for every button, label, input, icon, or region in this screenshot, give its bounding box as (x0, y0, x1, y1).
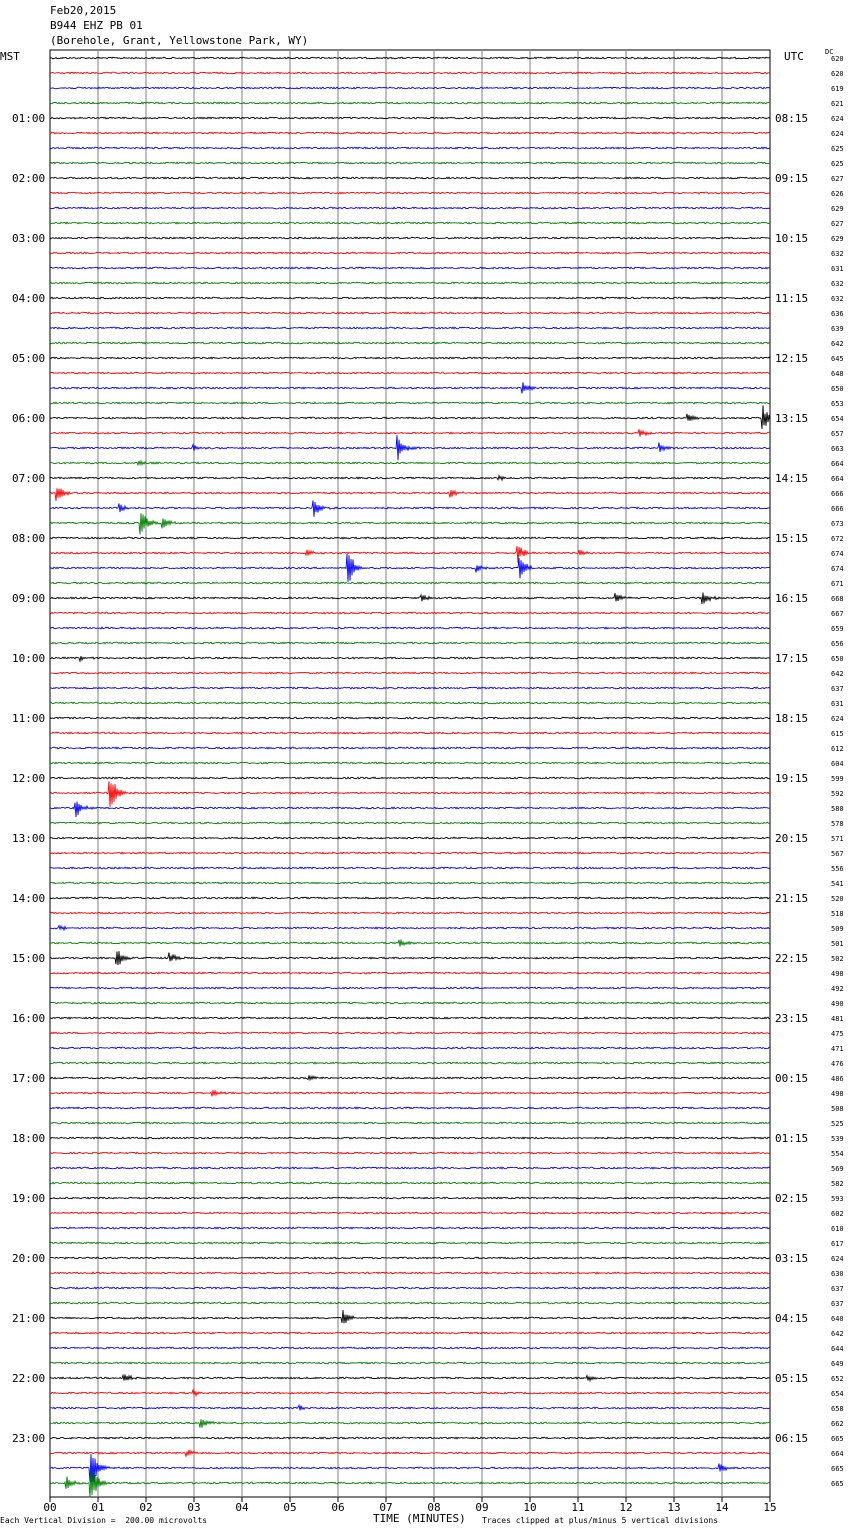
seismic-trace (50, 1152, 770, 1154)
mst-hour-label: 11:00 (12, 712, 46, 725)
dc-offset-label: 637 (831, 685, 844, 693)
dc-offset-label: 640 (831, 1315, 844, 1323)
seismic-trace (50, 987, 770, 989)
utc-hour-label: 13:15 (775, 412, 809, 425)
seismic-trace (50, 642, 770, 644)
mst-hour-label: 01:00 (12, 112, 46, 125)
mst-hour-label: 08:00 (12, 532, 46, 545)
seismic-trace (50, 1405, 770, 1410)
dc-offset-label: 498 (831, 970, 844, 978)
seismic-trace (50, 1075, 770, 1079)
dc-offset-label: 578 (831, 820, 844, 828)
seismic-trace (50, 951, 770, 965)
dc-offset-label: 653 (831, 400, 844, 408)
seismic-trace (50, 192, 770, 194)
dc-offset-label: 602 (831, 1210, 844, 1218)
utc-hour-label: 03:15 (775, 1252, 809, 1265)
dc-offset-label: 663 (831, 445, 844, 453)
dc-offset-label: 637 (831, 1285, 844, 1293)
utc-hour-label: 17:15 (775, 652, 809, 665)
dc-offset-label: 520 (831, 895, 844, 903)
dc-offset-label: 610 (831, 1225, 844, 1233)
utc-hour-label: 23:15 (775, 1012, 809, 1025)
seismic-trace (50, 297, 770, 299)
utc-hour-label: 11:15 (775, 292, 809, 305)
dc-offset-label: 631 (831, 265, 844, 273)
utc-hour-label: 05:15 (775, 1372, 809, 1385)
seismic-trace (50, 777, 770, 779)
seismic-trace (50, 207, 770, 209)
seismic-trace (50, 147, 770, 149)
seismic-trace (50, 762, 770, 764)
dc-offset-label: 667 (831, 610, 844, 618)
dc-offset-label: 582 (831, 1180, 844, 1188)
dc-offset-label: 672 (831, 535, 844, 543)
dc-offset-label: 674 (831, 565, 844, 573)
dc-offset-label: 556 (831, 865, 844, 873)
dc-offset-label: 580 (831, 805, 844, 813)
dc-offset-label: 625 (831, 160, 844, 168)
dc-offset-label: 593 (831, 1195, 844, 1203)
dc-offset-label: 644 (831, 1345, 844, 1353)
dc-offset-label: 650 (831, 655, 844, 663)
mst-hour-label: 21:00 (12, 1312, 46, 1325)
x-tick-label: 00 (43, 1501, 57, 1514)
utc-hour-label: 22:15 (775, 952, 809, 965)
seismic-trace (50, 852, 770, 854)
seismic-trace (50, 513, 770, 534)
seismic-trace (50, 1137, 770, 1139)
seismic-trace (50, 822, 770, 824)
seismic-trace (50, 672, 770, 674)
x-tick-label: 10 (523, 1501, 537, 1514)
dc-offset-label: 658 (831, 1405, 844, 1413)
dc-offset-label: 654 (831, 415, 844, 423)
dc-offset-label: 648 (831, 370, 844, 378)
mst-hour-label: 06:00 (12, 412, 46, 425)
seismic-trace (50, 837, 770, 839)
utc-hour-label: 01:15 (775, 1132, 809, 1145)
dc-offset-label: 671 (831, 580, 844, 588)
dc-offset-label: 599 (831, 775, 844, 783)
seismic-trace (50, 687, 770, 689)
utc-hour-label: 10:15 (775, 232, 809, 245)
dc-offset-label: 475 (831, 1030, 844, 1038)
seismic-trace (50, 1062, 770, 1064)
seismic-trace (50, 162, 770, 164)
dc-offset-label: 632 (831, 295, 844, 303)
seismic-trace (50, 1437, 770, 1439)
mst-hour-label: 14:00 (12, 892, 46, 905)
seismic-trace (50, 1375, 770, 1381)
seismic-trace (50, 612, 770, 614)
dc-offset-label: 659 (831, 625, 844, 633)
x-tick-label: 15 (763, 1501, 777, 1514)
plot-frame (50, 50, 770, 1497)
dc-offset-label: 637 (831, 1300, 844, 1308)
utc-hour-label: 15:15 (775, 532, 809, 545)
dc-offset-label: 627 (831, 220, 844, 228)
dc-offset-label: 639 (831, 325, 844, 333)
seismic-trace (50, 488, 770, 501)
x-tick-label: 13 (667, 1501, 681, 1514)
vertical-division-note: Each Vertical Division = 200.00 microvolts (0, 1516, 208, 1525)
dc-offset-label: 636 (831, 310, 844, 318)
seismic-trace (50, 867, 770, 869)
dc-offset-label: 498 (831, 1090, 844, 1098)
mst-hour-label: 16:00 (12, 1012, 46, 1025)
dc-offset-label: 632 (831, 280, 844, 288)
mst-hour-label: 10:00 (12, 652, 46, 665)
seismic-trace (50, 1272, 770, 1274)
utc-hour-label: 02:15 (775, 1192, 809, 1205)
seismic-trace (50, 435, 770, 460)
seismic-trace (50, 1454, 770, 1482)
dc-offset-label: 525 (831, 1120, 844, 1128)
dc-offset-label: 541 (831, 880, 844, 888)
dc-offset-label: 642 (831, 1330, 844, 1338)
seismic-trace (50, 1287, 770, 1289)
seismic-trace (50, 1310, 770, 1323)
dc-offset-label: 539 (831, 1135, 844, 1143)
seismic-trace (50, 252, 770, 254)
location-label: (Borehole, Grant, Yellowstone Park, WY) (50, 34, 309, 47)
seismic-trace (50, 1122, 770, 1124)
dc-offset-label: 615 (831, 730, 844, 738)
seismic-trace (50, 537, 770, 539)
seismic-trace (50, 57, 770, 59)
mst-hour-label: 04:00 (12, 292, 46, 305)
x-tick-label: 08 (427, 1501, 441, 1514)
seismic-trace (50, 546, 770, 563)
seismic-trace (50, 282, 770, 284)
seismic-trace (50, 132, 770, 134)
seismic-trace (50, 382, 770, 393)
dc-offset-label: 625 (831, 145, 844, 153)
dc-offset-label: 664 (831, 475, 844, 483)
seismic-trace (50, 87, 770, 89)
x-tick-label: 14 (715, 1501, 729, 1514)
dc-offset-label: 490 (831, 1000, 844, 1008)
dc-offset-label: 665 (831, 1465, 844, 1473)
dc-offset-label: 650 (831, 385, 844, 393)
x-tick-label: 11 (571, 1501, 585, 1514)
dc-offset-label: 624 (831, 115, 844, 123)
seismic-trace (50, 972, 770, 974)
seismic-trace (50, 1227, 770, 1229)
dc-offset-label: 567 (831, 850, 844, 858)
dc-offset-label: 627 (831, 175, 844, 183)
clip-note: Traces clipped at plus/minus 5 vertical divisions (482, 1516, 719, 1525)
dc-label: DC (825, 48, 834, 56)
seismic-trace (50, 1212, 770, 1214)
seismic-trace (50, 717, 770, 719)
seismic-trace (50, 656, 770, 661)
dc-offset-label: 626 (831, 190, 844, 198)
dc-offset-label: 509 (831, 925, 844, 933)
seismic-trace (50, 429, 770, 436)
dc-offset-label: 620 (831, 55, 844, 63)
seismic-trace (50, 476, 770, 480)
dc-offset-label: 642 (831, 670, 844, 678)
seismic-trace (50, 1302, 770, 1304)
mst-hour-label: 20:00 (12, 1252, 46, 1265)
seismic-trace (50, 926, 770, 930)
seismic-trace (50, 781, 770, 807)
seismic-trace (50, 1002, 770, 1004)
dc-offset-label: 642 (831, 340, 844, 348)
dc-offset-label: 508 (831, 1105, 844, 1113)
dc-offset-label: 664 (831, 460, 844, 468)
utc-hour-label: 18:15 (775, 712, 809, 725)
dc-offset-label: 656 (831, 640, 844, 648)
utc-hour-label: 00:15 (775, 1072, 809, 1085)
seismic-trace (50, 1332, 770, 1334)
utc-hour-label: 12:15 (775, 352, 809, 365)
seismic-trace (50, 1047, 770, 1049)
seismic-trace (50, 732, 770, 734)
x-tick-label: 01 (91, 1501, 105, 1514)
x-tick-label: 07 (379, 1501, 393, 1514)
seismic-trace (50, 1107, 770, 1109)
x-tick-label: 04 (235, 1501, 249, 1514)
seismic-trace (50, 593, 770, 604)
seismic-trace (50, 267, 770, 269)
seismic-trace (50, 912, 770, 914)
dc-offset-label: 604 (831, 760, 844, 768)
dc-offset-label: 471 (831, 1045, 844, 1053)
mst-hour-label: 23:00 (12, 1432, 46, 1445)
mst-hour-label: 22:00 (12, 1372, 46, 1385)
seismic-trace (50, 461, 770, 465)
mst-hour-label: 18:00 (12, 1132, 46, 1145)
dc-offset-label: 666 (831, 505, 844, 513)
dc-offset-label: 665 (831, 1480, 844, 1488)
utc-hour-label: 14:15 (775, 472, 809, 485)
x-tick-label: 12 (619, 1501, 633, 1514)
dc-offset-label: 657 (831, 430, 844, 438)
seismic-trace (50, 1347, 770, 1349)
seismic-trace (50, 940, 770, 947)
seismic-trace (50, 1167, 770, 1169)
dc-offset-label: 631 (831, 700, 844, 708)
dc-offset-label: 629 (831, 205, 844, 213)
dc-offset-label: 624 (831, 715, 844, 723)
date-label: Feb20,2015 (50, 4, 117, 17)
utc-hour-label: 06:15 (775, 1432, 809, 1445)
dc-offset-label: 662 (831, 1420, 844, 1428)
dc-offset-label: 617 (831, 1240, 844, 1248)
seismic-trace (50, 747, 770, 749)
dc-offset-label: 624 (831, 1255, 844, 1263)
dc-offset-label: 665 (831, 1435, 844, 1443)
dc-offset-label: 571 (831, 835, 844, 843)
dc-offset-label: 668 (831, 595, 844, 603)
mst-hour-label: 09:00 (12, 592, 46, 605)
utc-hour-label: 20:15 (775, 832, 809, 845)
dc-offset-label: 645 (831, 355, 844, 363)
dc-offset-label: 632 (831, 250, 844, 258)
seismic-trace (50, 357, 770, 359)
dc-offset-label: 554 (831, 1150, 844, 1158)
x-tick-label: 05 (283, 1501, 297, 1514)
seismic-trace (50, 897, 770, 899)
dc-offset-label: 654 (831, 1390, 844, 1398)
seismic-trace (50, 1017, 770, 1019)
dc-offset-label: 674 (831, 550, 844, 558)
seismic-trace (50, 627, 770, 629)
dc-offset-label: 624 (831, 130, 844, 138)
dc-offset-label: 481 (831, 1015, 844, 1023)
mst-hour-label: 05:00 (12, 352, 46, 365)
dc-offset-label: 492 (831, 985, 844, 993)
seismic-trace (50, 554, 770, 582)
x-tick-label: 03 (187, 1501, 201, 1514)
x-tick-label: 09 (475, 1501, 489, 1514)
seismic-trace (50, 405, 770, 429)
dc-offset-label: 592 (831, 790, 844, 798)
mst-hour-label: 15:00 (12, 952, 46, 965)
dc-offset-label: 518 (831, 910, 844, 918)
seismic-trace (50, 1419, 770, 1427)
dc-offset-label: 673 (831, 520, 844, 528)
mst-hour-label: 03:00 (12, 232, 46, 245)
seismic-trace (50, 1470, 770, 1497)
seismic-trace (50, 1362, 770, 1364)
mst-hour-label: 02:00 (12, 172, 46, 185)
utc-hour-label: 21:15 (775, 892, 809, 905)
dc-offset-label: 501 (831, 940, 844, 948)
station-label: B944 EHZ PB 01 (50, 19, 143, 32)
seismic-trace (50, 1197, 770, 1199)
seismic-trace (50, 372, 770, 374)
dc-offset-label: 652 (831, 1375, 844, 1383)
dc-offset-label: 486 (831, 1075, 844, 1083)
dc-offset-label: 502 (831, 955, 844, 963)
seismic-trace (50, 312, 770, 314)
utc-hour-label: 04:15 (775, 1312, 809, 1325)
dc-offset-label: 630 (831, 1270, 844, 1278)
dc-offset-label: 666 (831, 490, 844, 498)
seismic-trace (50, 117, 770, 119)
mst-hour-label: 17:00 (12, 1072, 46, 1085)
x-tick-label: 06 (331, 1501, 345, 1514)
seismic-trace (50, 222, 770, 224)
seismic-trace (50, 501, 770, 517)
x-axis-label: TIME (MINUTES) (373, 1512, 466, 1525)
utc-hour-label: 09:15 (775, 172, 809, 185)
x-tick-label: 02 (139, 1501, 153, 1514)
seismic-trace (50, 102, 770, 104)
dc-offset-label: 569 (831, 1165, 844, 1173)
seismic-trace (50, 1032, 770, 1034)
seismic-trace (50, 802, 770, 818)
utc-hour-label: 19:15 (775, 772, 809, 785)
seismic-trace (50, 342, 770, 344)
utc-hour-label: 16:15 (775, 592, 809, 605)
mst-hour-label: 07:00 (12, 472, 46, 485)
seismic-trace (50, 882, 770, 884)
seismic-trace (50, 402, 770, 404)
dc-offset-label: 649 (831, 1360, 844, 1368)
seismic-trace (50, 1257, 770, 1259)
seismic-trace (50, 327, 770, 329)
dc-offset-label: 476 (831, 1060, 844, 1068)
seismic-trace (50, 1242, 770, 1244)
dc-offset-label: 629 (831, 235, 844, 243)
seismic-trace (50, 237, 770, 239)
dc-offset-label: 664 (831, 1450, 844, 1458)
dc-offset-label: 621 (831, 100, 844, 108)
seismic-trace (50, 702, 770, 704)
right-timezone-label: UTC (784, 50, 804, 63)
mst-hour-label: 12:00 (12, 772, 46, 785)
seismic-trace (50, 177, 770, 179)
utc-hour-label: 08:15 (775, 112, 809, 125)
seismic-trace (50, 582, 770, 584)
seismic-trace (50, 1090, 770, 1096)
mst-hour-label: 19:00 (12, 1192, 46, 1205)
seismic-trace (50, 1450, 770, 1456)
dc-offset-label: 619 (831, 85, 844, 93)
left-timezone-label: MST (0, 50, 20, 63)
dc-offset-label: 620 (831, 70, 844, 78)
mst-hour-label: 13:00 (12, 832, 46, 845)
seismic-trace (50, 72, 770, 74)
seismic-trace (50, 1182, 770, 1184)
seismic-trace (50, 1390, 770, 1396)
dc-offset-label: 612 (831, 745, 844, 753)
